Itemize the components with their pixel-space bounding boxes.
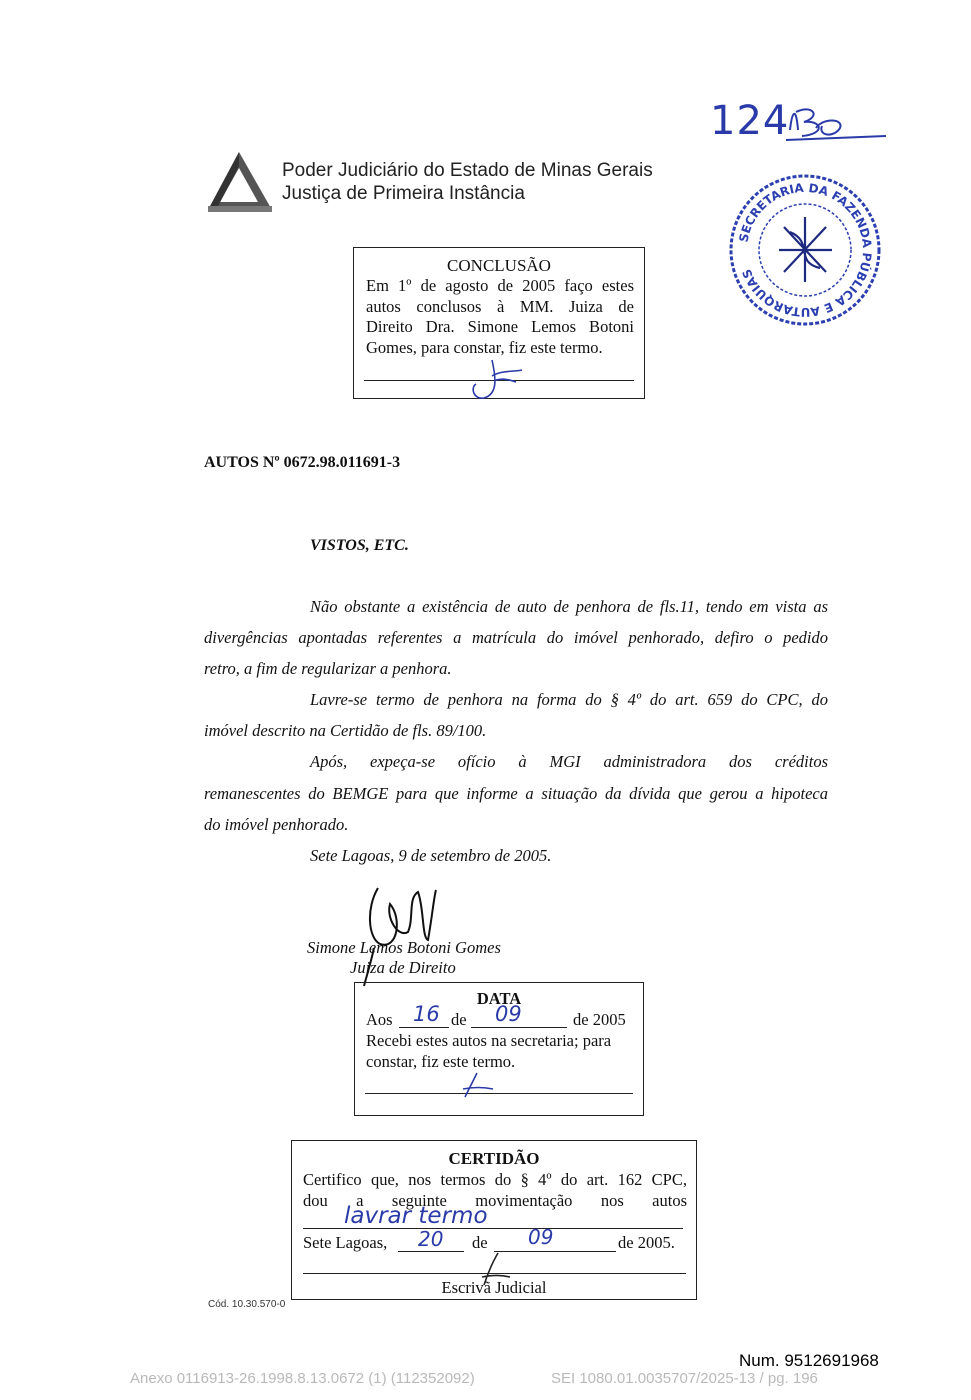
- conclusao-line: autos conclusos à MM. Juiza de: [366, 296, 634, 316]
- data-de-label: de: [451, 1010, 467, 1029]
- case-number: AUTOS Nº 0672.98.011691-3: [204, 454, 401, 471]
- signer-name: Simone Lemos Botoni Gomes: [307, 938, 501, 957]
- data-title: DATA: [476, 989, 522, 1008]
- org-subtitle: Justiça de Primeira Instância: [282, 183, 525, 204]
- certidao-line2: dou a seguinte movimentação nos autos: [303, 1191, 687, 1210]
- document-number: Num. 9512691968: [739, 1351, 879, 1370]
- certidao-year-label: de 2005.: [618, 1233, 675, 1252]
- footer-sei: SEI 1080.01.0035707/2025-13 / pg. 196: [551, 1370, 818, 1387]
- data-line3: constar, fiz este termo.: [366, 1052, 516, 1071]
- conclusao-title: CONCLUSÃO: [447, 256, 551, 275]
- data-signature-line: [365, 1093, 633, 1094]
- fazenda-stamp: [724, 172, 886, 328]
- conclusao-text: [366, 276, 634, 358]
- conclusao-line: Gomes, para constar, fiz este termo.: [366, 337, 603, 357]
- signer-role: Juiza de Direito: [350, 958, 456, 977]
- certidao-day-blank: [398, 1251, 464, 1252]
- certidao-box: [291, 1140, 697, 1300]
- decision-line: divergências apontadas referentes a matrícula do imóvel penhorado, defiro o pedido: [204, 628, 828, 647]
- org-name: Poder Judiciário do Estado de Minas Gerais: [282, 160, 653, 181]
- initials-scribble: [782, 100, 892, 145]
- data-day-blank: [399, 1027, 449, 1028]
- certidao-handwritten-entry: lavrar termo: [344, 1203, 488, 1229]
- data-aos-label: Aos: [366, 1010, 393, 1029]
- decision-line: Não obstante a existência de auto de penhora de fls.11, tendo em vista as: [310, 597, 828, 616]
- decision-date: Sete Lagoas, 9 de setembro de 2005.: [310, 846, 552, 865]
- certidao-place-label: Sete Lagoas,: [303, 1233, 388, 1252]
- certidao-line1: Certifico que, nos termos do § 4º do art. 162 CPC,: [303, 1170, 687, 1189]
- certidao-day-handwritten: 20: [418, 1227, 444, 1251]
- conclusao-line: Direito Dra. Simone Lemos Botoni: [366, 317, 634, 336]
- certidao-role: Escrivã Judicial: [441, 1278, 547, 1297]
- data-signature: [459, 1071, 499, 1101]
- certidao-month-handwritten: 09: [528, 1225, 554, 1249]
- page-number-annotation: 124: [710, 98, 790, 144]
- data-box: [354, 982, 644, 1116]
- decision-line: imóvel descrito na Certidão de fls. 89/100.: [204, 721, 487, 740]
- data-day-handwritten: 16: [413, 1002, 440, 1026]
- form-code: Cód. 10.30.570-0: [208, 1299, 286, 1310]
- decision-line: Após, expeça-se ofício à MGI administradora dos créditos: [310, 752, 828, 771]
- decision-line: do imóvel penhorado.: [204, 815, 349, 834]
- decision-line: Lavre-se termo de penhora na forma do § 4º do art. 659 do CPC, do: [310, 690, 828, 709]
- decision-heading: VISTOS, ETC.: [310, 537, 409, 554]
- conclusao-line: Em 1º de agosto de 2005 faço estes: [366, 276, 634, 295]
- certidao-entry-line: [303, 1228, 683, 1229]
- decision-line: remanescentes do BEMGE para que informe a situação da dívida que gerou a hipoteca: [204, 784, 828, 803]
- conclusao-signature: [466, 358, 526, 403]
- certidao-de-label: de: [472, 1233, 488, 1252]
- data-year-label: de 2005: [573, 1010, 626, 1029]
- footer-anexo: Anexo 0116913-26.1998.8.13.0672 (1) (112352092): [130, 1370, 475, 1387]
- decision-line: retro, a fim de regularizar a penhora.: [204, 659, 452, 678]
- conclusao-box: [353, 247, 645, 399]
- data-month-blank: [471, 1027, 567, 1028]
- data-line2: Recebi estes autos na secretaria; para: [366, 1031, 612, 1050]
- judiciary-logo: [206, 150, 276, 214]
- data-month-handwritten: 09: [495, 1002, 522, 1026]
- stamp-text: SECRETARIA DA FAZENDA PÚBLICA E AUTARQUIAS: [736, 180, 875, 320]
- certidao-title: CERTIDÃO: [448, 1149, 540, 1168]
